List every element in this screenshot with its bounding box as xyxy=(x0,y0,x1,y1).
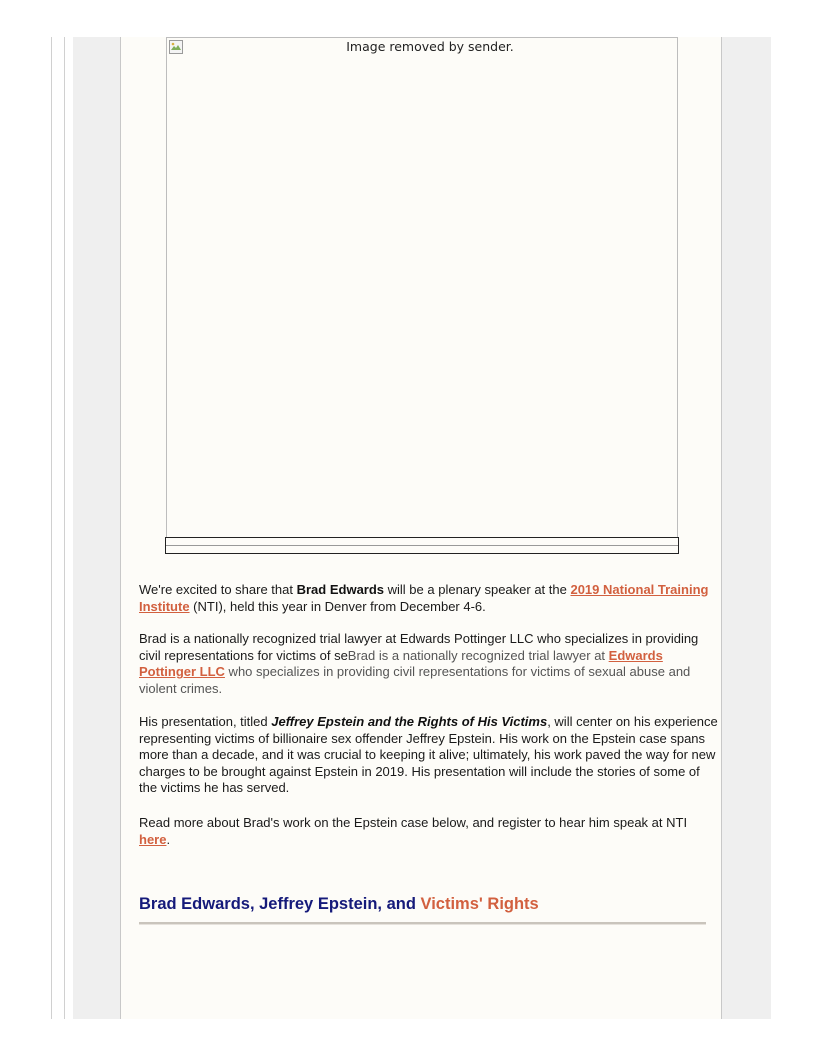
p3-text-pre: His presentation, titled xyxy=(139,714,272,729)
p1-text-mid: will be a plenary speaker at the xyxy=(384,582,571,597)
image-alt-text: Image removed by sender. xyxy=(346,39,514,54)
caption-divider xyxy=(166,545,678,546)
speaker-name: Brad Edwards xyxy=(296,582,385,597)
left-gutter xyxy=(73,37,120,1019)
section-heading xyxy=(139,894,539,914)
p2-text-post: who specializes in providing civil representations for victims of sexual abuse and violent crimes. xyxy=(139,664,691,696)
presentation-title: Jeffrey Epstein and the Rights of His Victims xyxy=(271,714,548,729)
edwards-pottinger-link[interactable]: Edwards Pottinger LLC xyxy=(139,647,663,680)
removed-image-placeholder xyxy=(166,37,678,538)
p1-text-post: (NTI), held this year in Denver from December 4-6. xyxy=(189,598,486,614)
section-divider xyxy=(139,922,706,925)
p1-text-pre: We're excited to share that xyxy=(139,582,297,597)
p2-text-dup: Brad is a nationally recognized trial lawyer at xyxy=(347,647,609,663)
p4-text-post: . xyxy=(166,831,171,847)
nti-link[interactable]: 2019 National Training Institute xyxy=(139,582,709,614)
image-caption-box xyxy=(165,537,679,554)
heading-part-navy: Brad Edwards, Jeffrey Epstein, and xyxy=(139,895,421,913)
intro-paragraph xyxy=(139,582,719,615)
bio-paragraph xyxy=(139,631,719,697)
frame-line-left-outer xyxy=(51,37,52,1019)
register-paragraph xyxy=(139,815,719,848)
frame-line-left-inner xyxy=(64,37,65,1019)
presentation-paragraph xyxy=(139,714,719,797)
register-here-link[interactable]: here xyxy=(139,831,167,847)
p2-text-pre: Brad is a nationally recognized trial lawyer at Edwards Pottinger LLC who specializes in providing civil representations for victims of se xyxy=(139,631,699,663)
heading-part-orange: Victims' Rights xyxy=(420,895,539,913)
p4-text-pre: Read more about Brad's work on the Epstein case below, and register to hear him speak at NTI xyxy=(139,815,688,830)
p3-text-post: , will center on his experience representing victims of billionaire sex offender Jeffrey Epstein. His work on the Epstein case spans more than a decade, and it was crucial to keeping it alive; ultimately, his work paved the way for new charges to be brought against Epstein in 2019. His presentation will include the stories of some of the victims he has served. xyxy=(139,714,718,796)
right-gutter xyxy=(722,37,771,1019)
